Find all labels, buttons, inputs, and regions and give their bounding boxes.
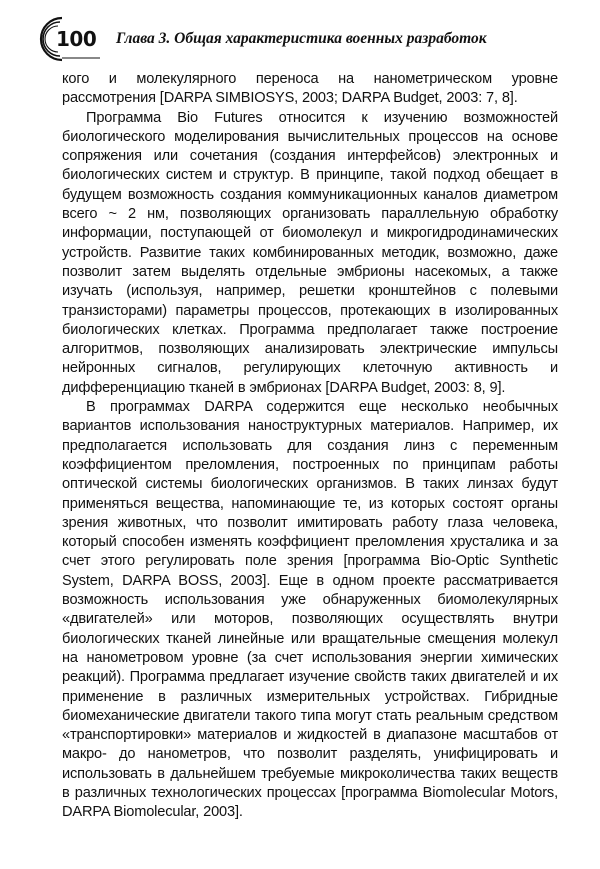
chapter-title: Глава 3. Общая характеристика военных разработок (116, 30, 487, 47)
paragraph-continuation: кого и молекулярного переноса на нанометрическом уровне рассмотрения [DARPA SIMBIOSYS, 2003; DARPA Budget, 2003: 7, 8]. (62, 71, 558, 107)
page-number-badge (22, 14, 102, 64)
page-header (22, 14, 582, 64)
body-text (62, 70, 558, 823)
page-number: 100 (56, 27, 97, 51)
paragraph-darpa-materials: В программах DARPA содержится еще несколько необычных вариантов использования наноструктурных материалов. Например, их предполагается использовать для создания линз с переменным коэффициентом преломления, построенных по принципам работы оптической системы биологических организмов. В таких линзах будут применяться вещества, напоминающие те, из которых состоят органы зрения животных, что позволит имитировать работу глаза человека, который способен изменять коэффициент преломления хрусталика и за счет этого регулировать поле зрения [программа Bio-Optic Synthetic System, DARPA BOSS, 2003]. Еще в одном проекте рассматривается возможность использования уже обнаруженных биомолекулярных «двигателей» или моторов, позволяющих осуществлять внутри биологических тканей линейные или вращательные смещения молекул на нанометровом уровне (за счет использования энергии химических реакций). Программа предлагает изучение свойств таких двигателей и их применение в различных измерительных устройствах. Гибридные биомеханические двигатели такого типа могут стать реальным средством «транспортировки» материалов и жидкостей в диапазоне масштабов от макро- до нанометров, что позволит разделять, унифицировать и использовать в дальнейшем требуемые микроколичества таких веществ в различных технологических процессах [программа Biomolecular Motors, DARPA Biomolecular, 2003]. (62, 399, 558, 821)
paragraph-bio-futures: Программа Bio Futures относится к изучению возможностей биологического моделирования вычислительных процессов на основе сопряжения или сочетания (создания интерфейсов) электронных и биологических систем и структур. В принципе, такой подход обещает в будущем возможность создания коммуникационных каналов диаметром всего ~ 2 нм, позволяющих организовать параллельную обработку информации, поступающей от биомолекул и микрогидродинамических устройств. Развитие таких комбинированных методик, возможно, даже позволит затем выделять отдельные эмбрионы насекомых, а также изучать (используя, например, решетки кронштейнов с полевыми транзисторами) параметры процессов, протекающих в изолированных биологических клетках. Программа предполагает также построение алгоритмов, позволяющих анализировать электрические импульсы нейронных сигналов, регулирующих клеточную активность и дифференциацию тканей в эмбрионах [DARPA Budget, 2003: 8, 9]. (62, 109, 558, 396)
